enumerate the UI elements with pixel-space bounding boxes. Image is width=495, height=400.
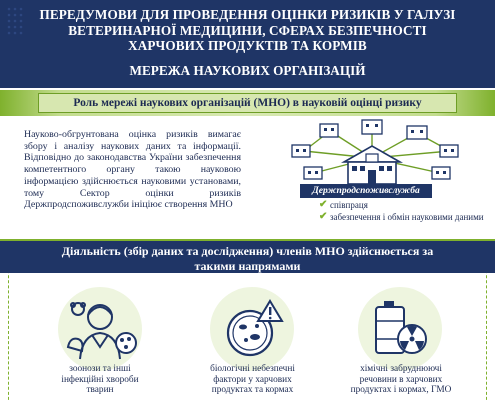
benefit-label: забезпечення і обмін науковими даними	[330, 212, 484, 222]
page-subtitle: МЕРЕЖА НАУКОВИХ ОРГАНІЗАЦІЙ	[129, 62, 366, 78]
benefit-label: співпраця	[330, 200, 368, 210]
benefit-item	[319, 212, 484, 223]
activities-heading: Діяльність (збір даних та дослідження) членів МНО здійснюється за такими напрямами	[61, 244, 434, 273]
role-banner	[0, 90, 495, 116]
page-title: ПЕРЕДУМОВИ ДЛЯ ПРОВЕДЕННЯ ОЦІНКИ РИЗИКІВ У ГАЛУЗІ ВЕТЕРИНАРНОЇ МЕДИЦИНИ, СФЕРАХ БЕЗПЕЧНОСТІ ХАРЧОВИХ ПРОДУКТІВ ТА КОРМІВ	[39, 7, 456, 53]
agency-label: Держпродспоживслужба	[300, 184, 432, 198]
checkmark-icon: ✔	[319, 199, 328, 210]
activities-banner	[0, 239, 495, 273]
checkmark-icon: ✔	[319, 211, 328, 222]
activity-label: зоонози та інші інфекційні хвороби тварин	[61, 364, 139, 396]
role-heading: Роль мережі наукових організацій (МНО) в науковій оцінці ризику	[38, 93, 457, 113]
petri-dish-hazard-icon	[210, 287, 294, 371]
activity-label: хімічні забруднюючі речовини в харчових продуктах і кормах, ГМО	[350, 364, 452, 396]
activity-label: біологічні небезпечні фактори у харчових продуктах та кормах	[210, 364, 295, 396]
role-description: Науково-обгрунтована оцінка ризиків вимагає збору і аналізу наукових даних та інформації. Відповідно до законодавства України забезпечення компетентного органу такою науковою інформацією здійснюється науковими установами, тому Сектор оцінки ризиків Держпродспоживслужби ініціює створення МНО	[24, 129, 241, 211]
header-banner	[0, 0, 495, 88]
chemical-barrel-icon	[358, 287, 442, 371]
benefit-item	[319, 200, 368, 211]
veterinarian-icon	[58, 287, 142, 371]
decorative-dots-icon	[6, 6, 26, 46]
